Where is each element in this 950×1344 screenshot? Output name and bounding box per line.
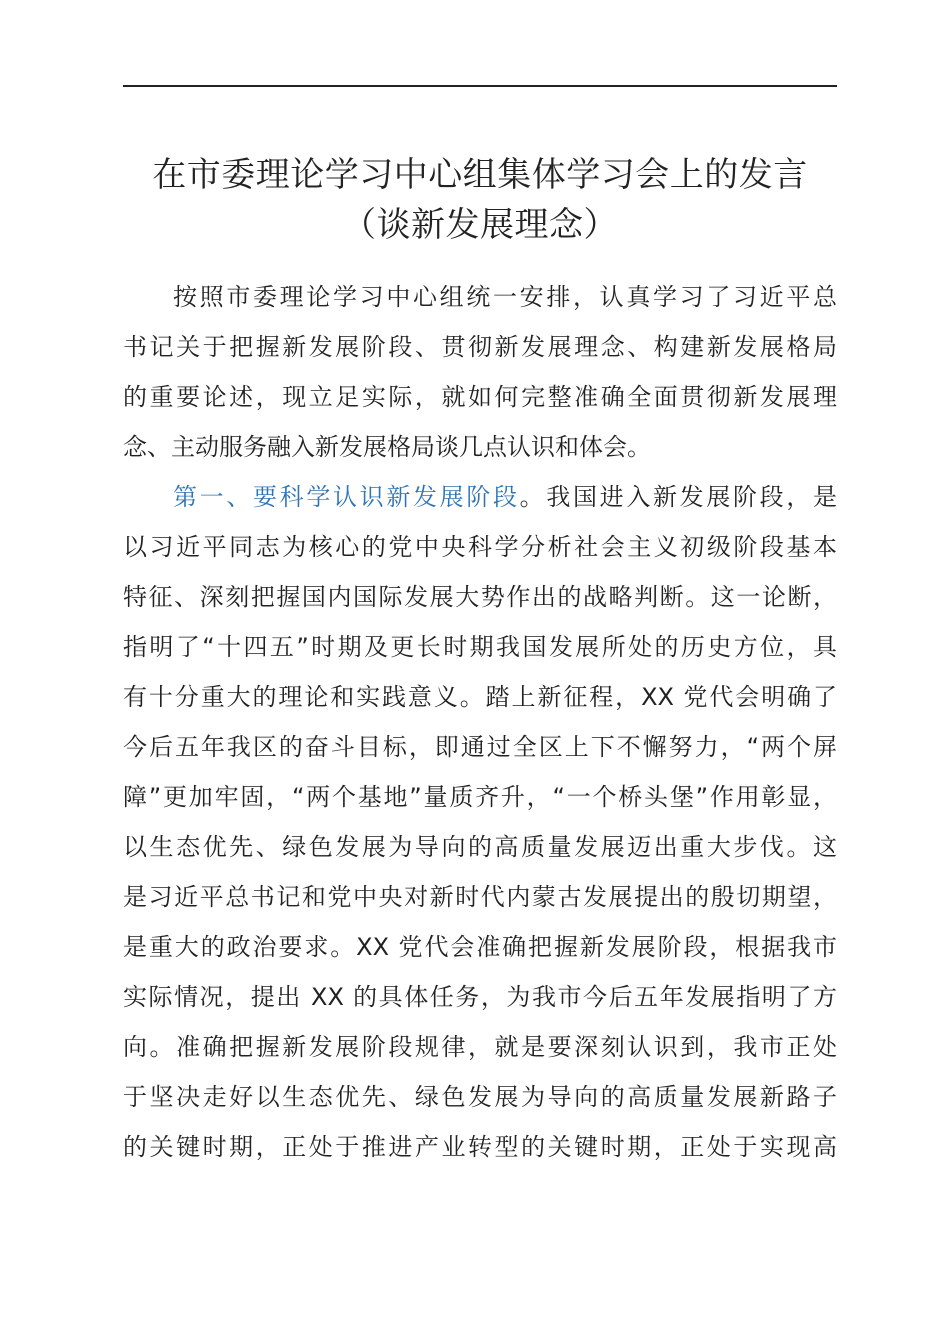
document-body	[123, 272, 837, 1172]
text-line: 按照市委理论学习中心组统一安排，认真学习了习近平总	[173, 283, 837, 311]
text-line: 今后五年我区的奋斗目标，即通过全区上下不懈努力，“两个屏	[123, 733, 837, 761]
text-span: 。我国进入新发展阶段，是	[519, 483, 838, 511]
text-line: 的关键时期，正处于推进产业转型的关键时期，正处于实现高	[123, 1133, 837, 1161]
text-line: 实际情况，提出 XX 的具体任务，为我市今后五年发展指明了方	[123, 983, 837, 1011]
text-line: 指明了“十四五”时期及更长时期我国发展所处的历史方位，具	[123, 633, 837, 661]
section-heading: 第一、要科学认识新发展阶段	[173, 483, 520, 511]
text-line: 以习近平同志为核心的党中央科学分析社会主义初级阶段基本	[123, 533, 837, 561]
paragraph-1	[123, 272, 837, 472]
text-line	[123, 472, 837, 522]
text-line: 是重大的政治要求。XX 党代会准确把握新发展阶段，根据我市	[123, 933, 837, 961]
title-line-2: （谈新发展理念）	[342, 205, 618, 245]
text-line: 以生态优先、绿色发展为导向的高质量发展迈出重大步伐。这	[123, 833, 837, 861]
text-line: 于坚决走好以生态优先、绿色发展为导向的高质量发展新路子	[123, 1083, 837, 1111]
text-line: 向。准确把握新发展阶段规律，就是要深刻认识到，我市正处	[123, 1033, 837, 1061]
text-line: 的重要论述，现立足实际，就如何完整准确全面贯彻新发展理	[123, 383, 837, 411]
title-line-1: 在市委理论学习中心组集体学习会上的发言	[152, 155, 808, 195]
text-line: 有十分重大的理论和实践意义。踏上新征程，XX 党代会明确了	[123, 683, 837, 711]
text-line: 特征、深刻把握国内国际发展大势作出的战略判断。这一论断，	[123, 583, 837, 611]
header-rule	[123, 85, 837, 87]
text-line: 是习近平总书记和党中央对新时代内蒙古发展提出的殷切期望，	[123, 883, 837, 911]
text-line: 书记关于把握新发展阶段、贯彻新发展理念、构建新发展格局	[123, 333, 837, 361]
paragraph-2	[123, 472, 837, 1172]
text-line: 念、主动服务融入新发展格局谈几点认识和体会。	[123, 433, 651, 461]
text-line: 障”更加牢固，“两个基地”量质齐升，“一个桥头堡”作用彰显，	[123, 783, 837, 811]
document-title	[123, 150, 837, 250]
